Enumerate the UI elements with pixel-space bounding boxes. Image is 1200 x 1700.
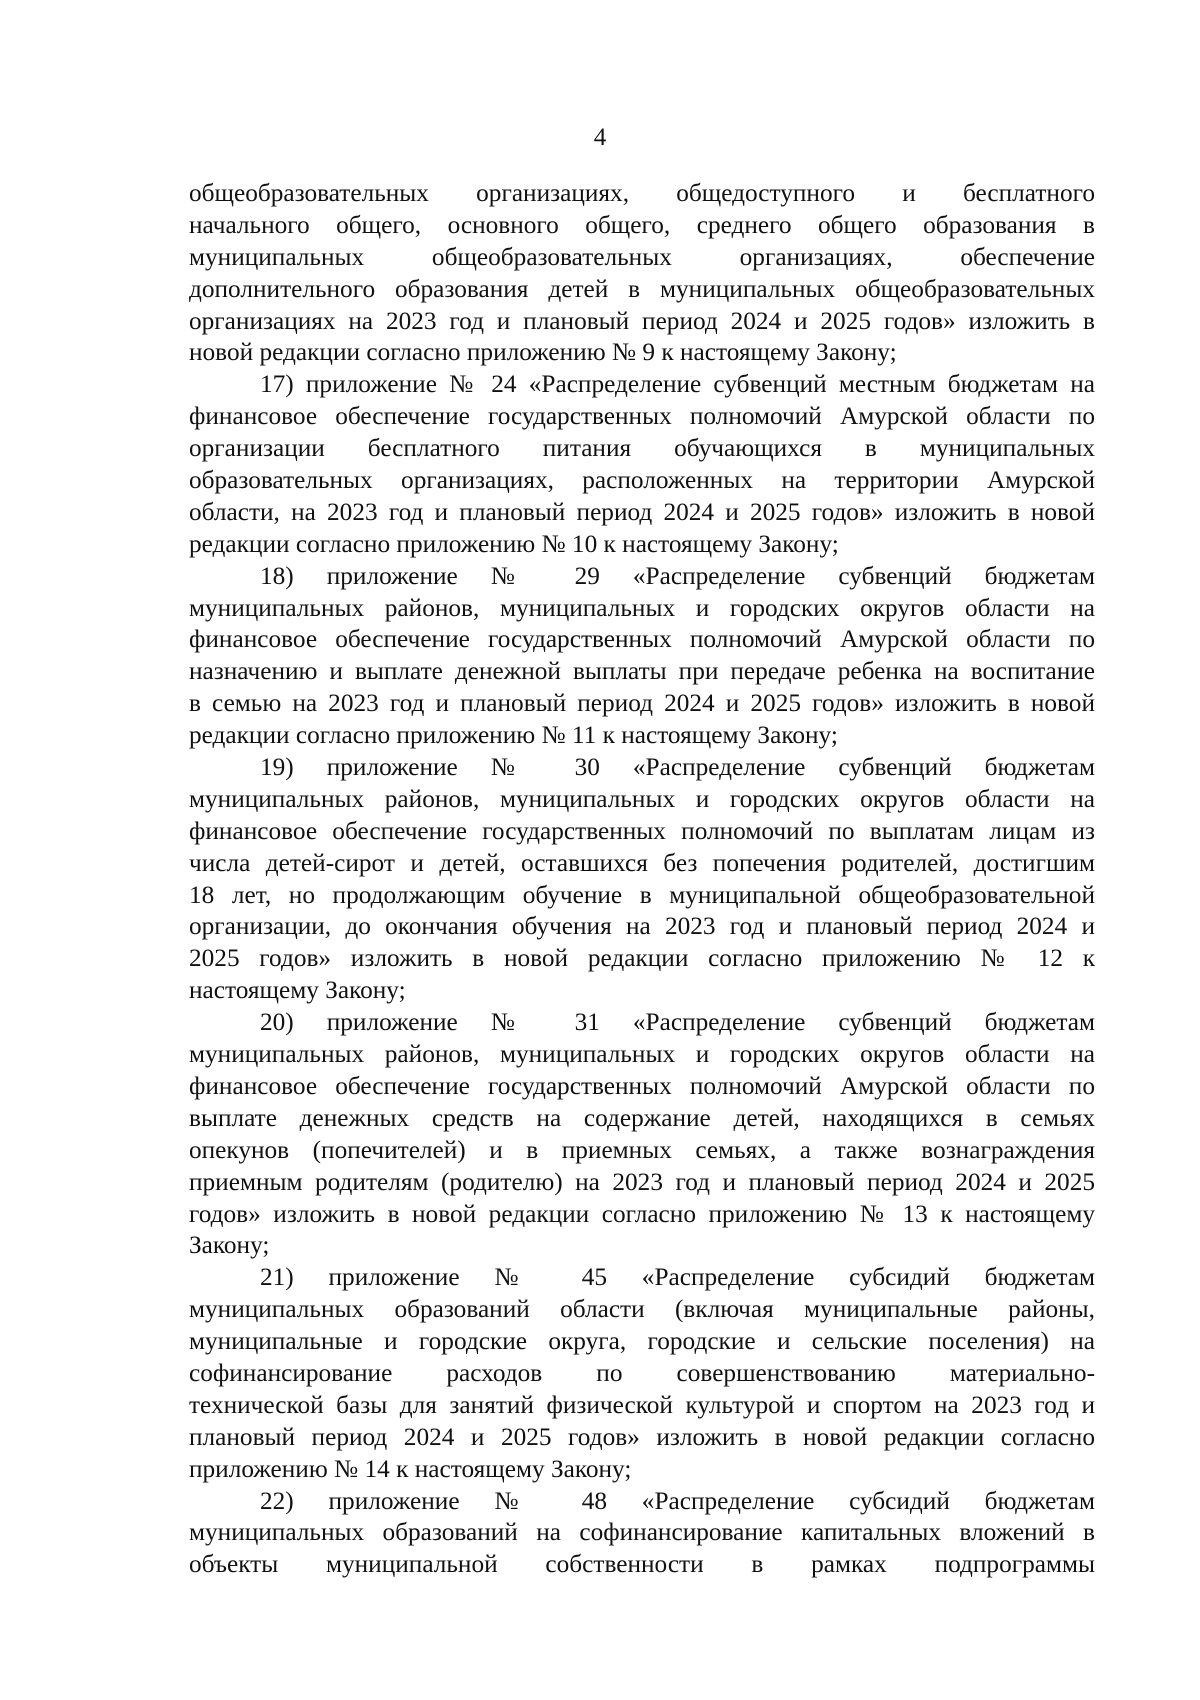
text-line: годов» изложить в новой редакции согласно приложению № 13 к настоящему [189,1199,1095,1228]
text-line: финансовое обеспечение государственных полномочий Амурской области по [189,1071,1095,1100]
list-item-18-start: 18) приложение № 29 «Распределение субвенций бюджетам [260,561,1095,590]
text-line: финансовое обеспечение государственных полномочий Амурской области по [189,402,1095,431]
text-line: муниципальных районов, муниципальных и городских округов области на [189,784,1095,813]
text-line: финансовое обеспечение государственных полномочий по выплатам лицам из [189,816,1095,845]
text-line: муниципальных образований области (включая муниципальные районы, [189,1295,1095,1324]
text-line: приложению № 14 к настоящему Закону; [189,1454,632,1483]
list-item-17-start: 17) приложение № 24 «Распределение субвенций местным бюджетам на [260,370,1095,399]
text-line: муниципальных образований на софинансирование капитальных вложений в [189,1518,1095,1547]
text-line: муниципальные и городские округа, городские и сельские поселения) на [189,1327,1095,1356]
text-line: числа детей-сирот и детей, оставшихся без попечения родителей, достигшим [189,848,1095,877]
text-line: организации бесплатного питания обучающихся в муниципальных [189,434,1095,463]
text-line: новой редакции согласно приложению № 9 к настоящему Закону; [189,338,897,367]
page-number: 4 [593,124,607,151]
text-line: объекты муниципальной собственности в рамках подпрограммы [189,1550,1095,1579]
text-line: муниципальных районов, муниципальных и городских округов области на [189,1040,1095,1069]
text-line: образовательных организациях, расположенных на территории Амурской [189,466,1095,495]
text-line: 18 лет, но продолжающим обучение в муниципальной общеобразовательной [189,880,1095,909]
text-line: приемным родителям (родителю) на 2023 год и плановый период 2024 и 2025 [189,1167,1095,1196]
text-line: организациях на 2023 год и плановый период 2024 и 2025 годов» изложить в [189,306,1095,335]
text-line: настоящему Закону; [189,976,406,1005]
text-line: дополнительного образования детей в муниципальных общеобразовательных [189,274,1095,303]
text-line: редакции согласно приложению № 10 к настоящему Закону; [189,529,839,558]
text-line: технической базы для занятий физической культурой и спортом на 2023 год и [189,1390,1095,1419]
text-line: плановый период 2024 и 2025 годов» изложить в новой редакции согласно [189,1422,1095,1451]
document-body [189,178,1095,1581]
text-line: софинансирование расходов по совершенствованию материально- [189,1358,1095,1387]
text-line: редакции согласно приложению № 11 к настоящему Закону; [189,721,838,750]
text-line: области, на 2023 год и плановый период 2024 и 2025 годов» изложить в новой [189,497,1095,526]
text-line: опекунов (попечителей) и в приемных семьях, а также вознаграждения [189,1135,1095,1164]
text-line: общеобразовательных организациях, общедоступного и бесплатного [189,179,1095,207]
text-line: назначению и выплате денежной выплаты при передаче ребенка на воспитание [189,657,1095,686]
list-item-22-start: 22) приложение № 48 «Распределение субсидий бюджетам [260,1486,1095,1515]
text-line: выплате денежных средств на содержание детей, находящихся в семьях [189,1103,1095,1132]
text-line: в семью на 2023 год и плановый период 2024 и 2025 годов» изложить в новой [189,689,1095,718]
text-line: Закону; [189,1231,270,1260]
list-item-20-start: 20) приложение № 31 «Распределение субвенций бюджетам [260,1008,1095,1037]
text-line: муниципальных общеобразовательных организациях, обеспечение [189,242,1095,271]
text-line: финансовое обеспечение государственных полномочий Амурской области по [189,625,1095,654]
text-line: 2025 годов» изложить в новой редакции согласно приложению № 12 к [189,944,1095,973]
text-line: начального общего, основного общего, среднего общего образования в [189,210,1095,239]
text-line: муниципальных районов, муниципальных и городских округов области на [189,593,1095,622]
text-line: организации, до окончания обучения на 2023 год и плановый период 2024 и [189,912,1095,941]
list-item-21-start: 21) приложение № 45 «Распределение субсидий бюджетам [260,1263,1095,1292]
list-item-19-start: 19) приложение № 30 «Распределение субвенций бюджетам [260,753,1095,782]
